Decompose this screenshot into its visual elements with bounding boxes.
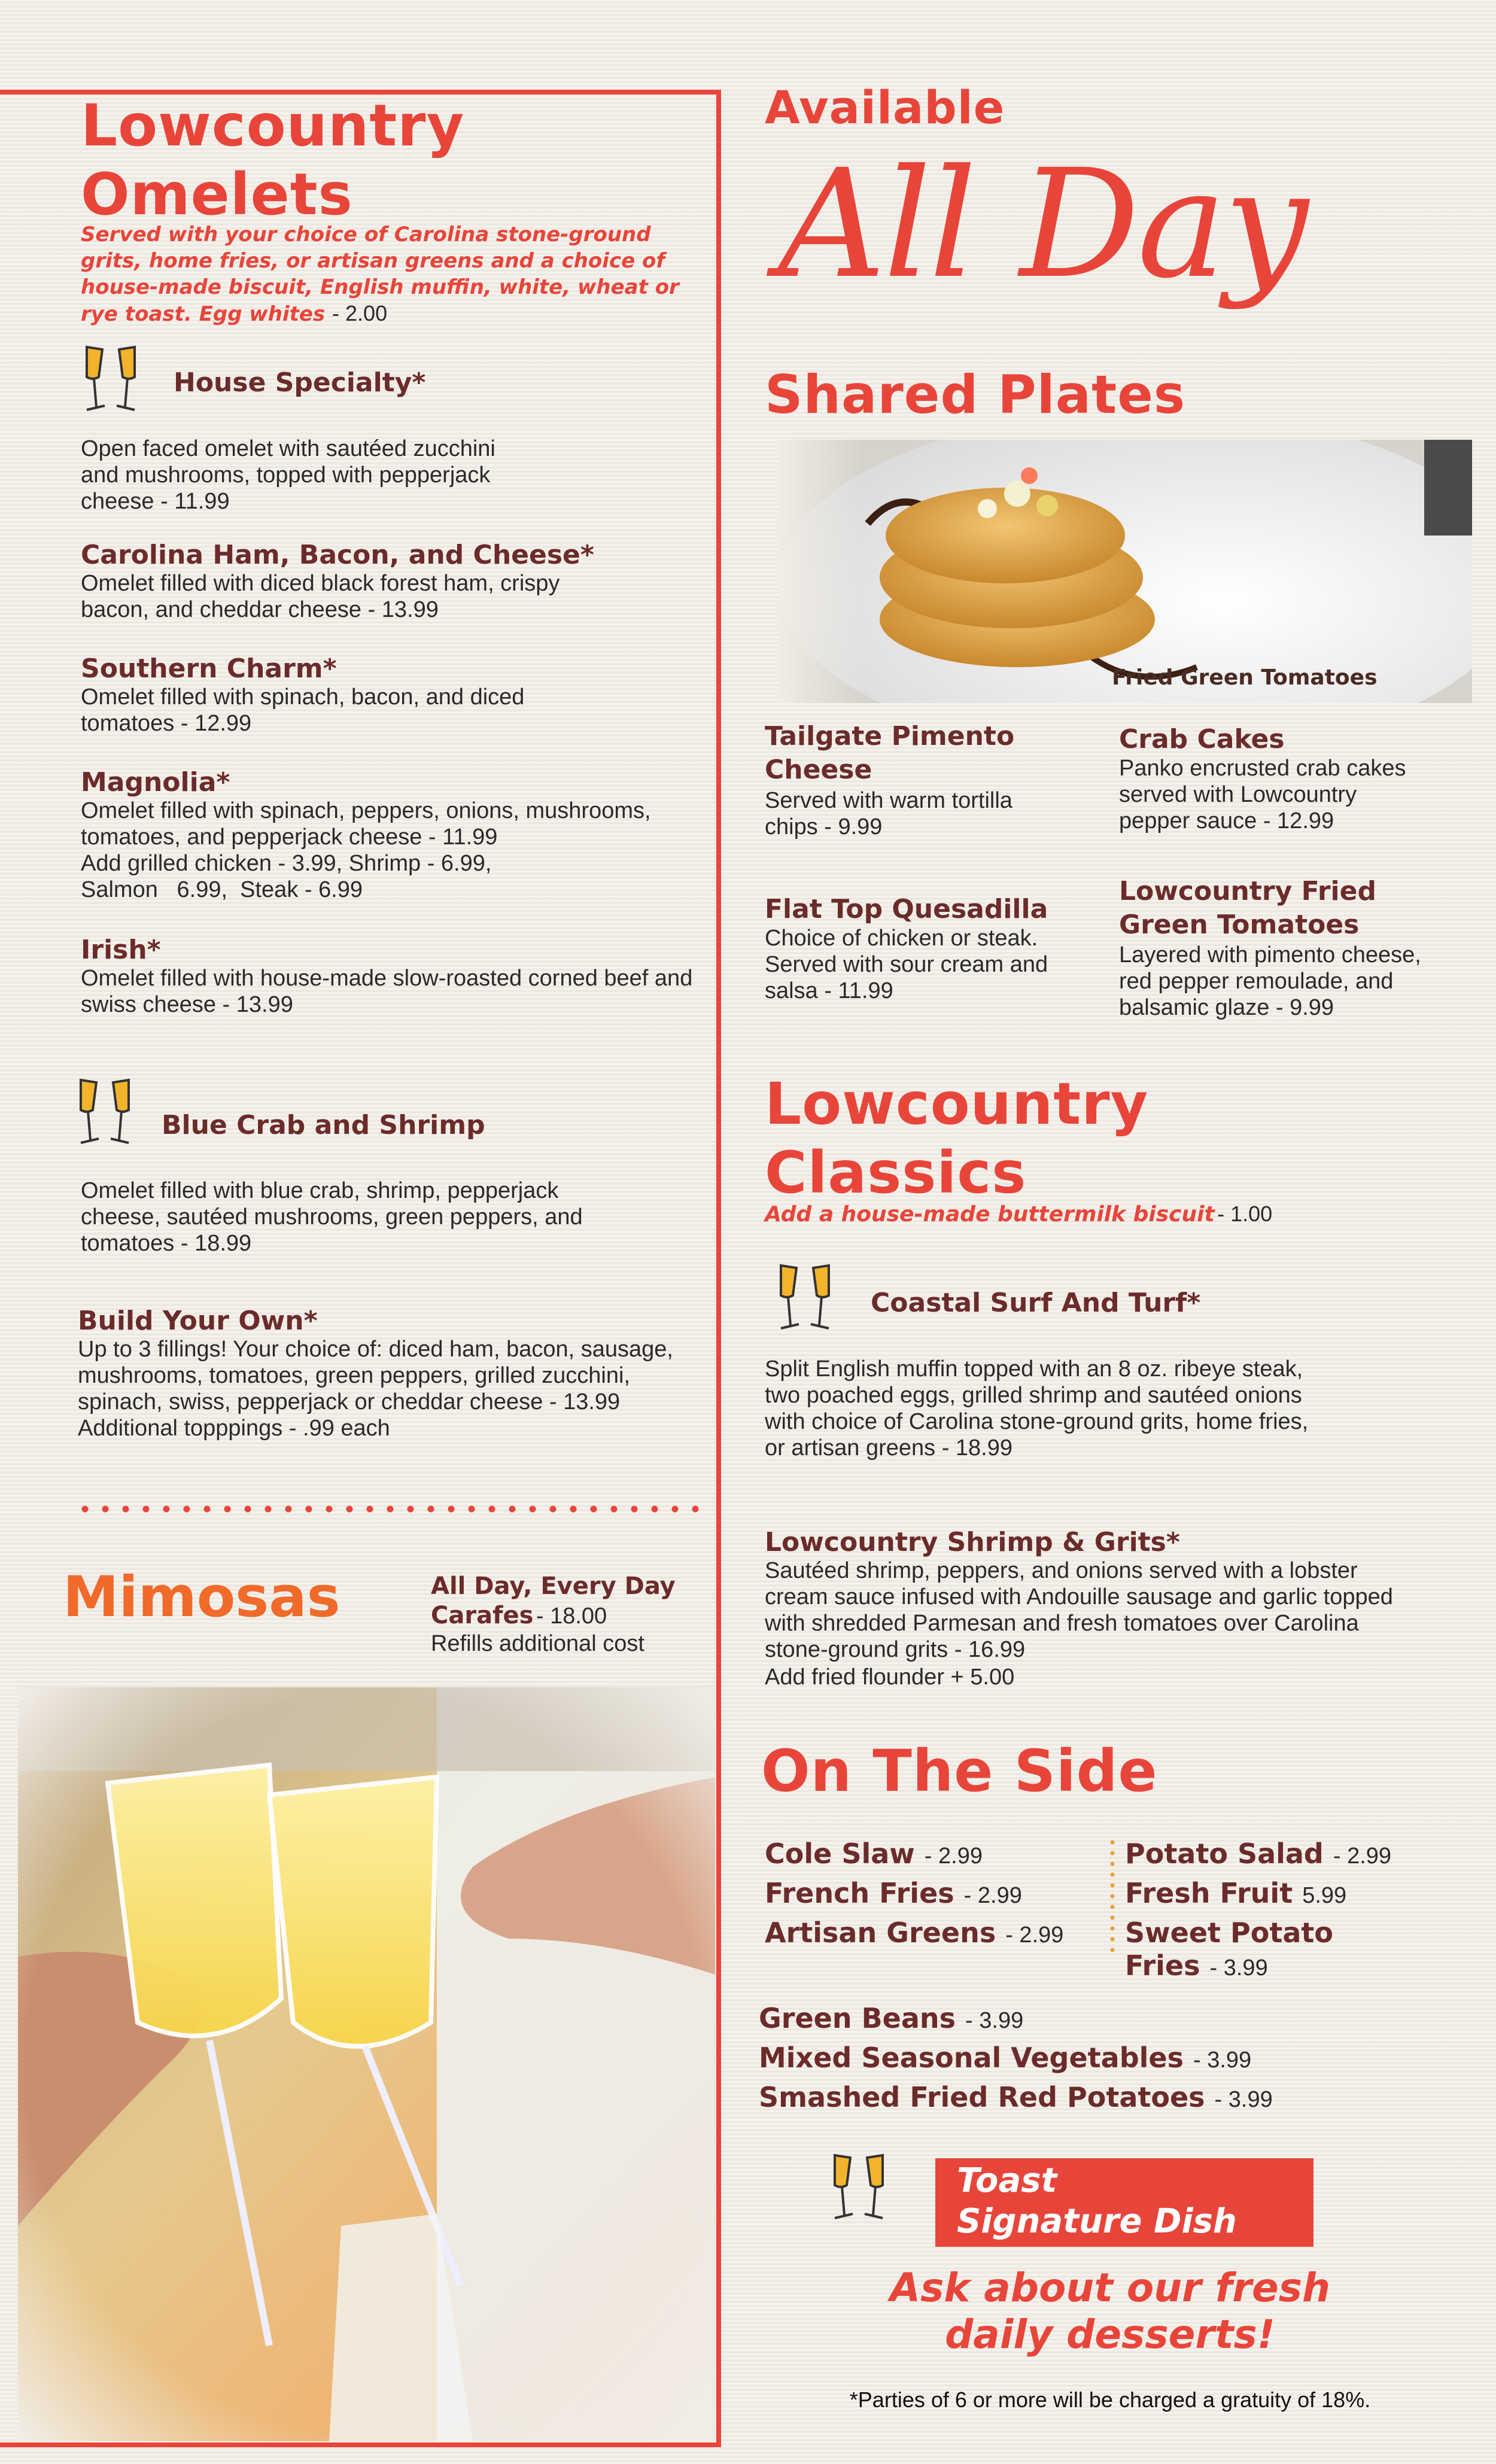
- mimosas-title: Mimosas: [63, 1565, 340, 1630]
- side-item: [1125, 1873, 1346, 1915]
- mimosas-line1: All Day, Every Day: [431, 1572, 676, 1600]
- item-title-irish: Irish*: [81, 935, 161, 965]
- sides-dotted-divider: [1110, 1837, 1115, 1957]
- signature-dish-legend: [935, 2158, 1313, 2247]
- mimosas-carafes-label: Carafes: [431, 1602, 534, 1629]
- side-name: Green Beans: [759, 2002, 956, 2034]
- sides-title: On The Side: [761, 1738, 1158, 1805]
- item-title-flat-top-quesadilla: Flat Top Quesadilla: [765, 894, 1048, 924]
- champagne-glasses-icon: [69, 1074, 141, 1152]
- item-title-coastal-surf-turf: Coastal Surf And Turf*: [871, 1288, 1201, 1318]
- side-item: [765, 1834, 983, 1876]
- side-name: Fries: [1125, 1949, 1200, 1982]
- item-title-carolina-ham: Carolina Ham, Bacon, and Cheese*: [81, 540, 594, 570]
- side-price: - 3.99: [1209, 1955, 1268, 1981]
- desserts-line1: Ask about our fresh: [889, 2265, 1331, 2311]
- classics-title-line1: Lowcountry: [765, 1070, 1149, 1137]
- side-name: Mixed Seasonal Vegetables: [759, 2042, 1184, 2074]
- classics-note-text: Add a house-made buttermilk biscuit: [765, 1202, 1215, 1227]
- omelets-intro-text: Served with your choice of Carolina stone-ground grits, home fries, or artisan greens and a choice of house-made biscuit, English muffin, white, wheat or rye toast. Egg whites: [81, 223, 679, 326]
- item-title-crab-cakes: Crab Cakes: [1119, 724, 1285, 755]
- item-desc-southern-charm: Omelet filled with spinach, bacon, and diced tomatoes - 12.99: [81, 685, 525, 736]
- side-name: Cole Slaw: [765, 1838, 915, 1870]
- item-desc-house-specialty: Open faced omelet with sautéed zucchini and mushrooms, topped with pepperjack cheese - 11.99: [81, 436, 495, 514]
- side-price: - 2.99: [1005, 1922, 1064, 1948]
- mimosas-line2: [431, 1601, 607, 1631]
- omelets-intro: [81, 221, 691, 327]
- classics-title-line2: Classics: [765, 1139, 1027, 1206]
- item-title-southern-charm: Southern Charm*: [81, 653, 337, 684]
- item-desc-magnolia-addon1: Add grilled chicken - 3.99, Shrimp - 6.99,: [81, 851, 492, 876]
- side-name: Artisan Greens: [765, 1917, 996, 1949]
- side-price: - 2.99: [963, 1883, 1022, 1908]
- mimosas-carafes-price: - 18.00: [536, 1604, 607, 1629]
- item-title-build-your-own: Build Your Own*: [78, 1306, 318, 1336]
- classics-note-price: - 1.00: [1217, 1201, 1273, 1226]
- item-desc-blue-crab: Omelet filled with blue crab, shrimp, pepperjack cheese, sautéed mushrooms, green peppers, and tomatoes - 18.99: [81, 1178, 583, 1256]
- fried-green-tomatoes-graphic: [778, 440, 1472, 703]
- side-name: Smashed Fried Red Potatoes: [759, 2081, 1205, 2113]
- item-desc-irish: Omelet filled with house-made slow-roasted corned beef and swiss cheese - 13.99: [81, 966, 693, 1017]
- item-desc-coastal-surf-turf: Split English muffin topped with an 8 oz. ribeye steak, two poached eggs, grilled shrimp and sautéed onions with choice of Carolina stone-ground grits, home fries, or artisan greens - 18.99: [765, 1356, 1309, 1461]
- omelets-title-line2: Omelets: [81, 161, 353, 228]
- legend-line1: Toast: [957, 2161, 1057, 2200]
- omelets-intro-price: - 2.00: [332, 301, 388, 326]
- mimosa-photo-graphic: [18, 1687, 715, 2441]
- gratuity-note: *Parties of 6 or more will be charged a gratuity of 18%.: [849, 2387, 1371, 2412]
- item-desc-lowcountry-fried-green-tomatoes: Layered with pimento cheese, red pepper remoulade, and balsamic glaze - 9.99: [1119, 942, 1421, 1020]
- side-item: [759, 2038, 1251, 2080]
- desserts-line2: daily desserts!: [945, 2311, 1275, 2357]
- available-label: Available: [765, 81, 1005, 134]
- shared-plates-title: Shared Plates: [765, 364, 1186, 425]
- side-price: - 3.99: [965, 2008, 1024, 2033]
- item-title-tailgate-pimento: Tailgate Pimento Cheese: [765, 721, 1015, 785]
- side-price: - 2.99: [1333, 1844, 1392, 1869]
- item-desc-build-your-own: Up to 3 fillings! Your choice of: diced ham, bacon, sausage, mushrooms, tomatoes, green peppers, grilled zucchini, spinach, swiss, pepperjack or cheddar cheese - 13.99 Additional topppings - .99 each: [78, 1337, 673, 1441]
- item-title-shrimp-grits: Lowcountry Shrimp & Grits*: [765, 1527, 1180, 1558]
- fried-green-tomatoes-photo: [778, 440, 1472, 703]
- dotted-divider: [75, 1505, 709, 1513]
- photo-caption: Fried Green Tomatoes: [1112, 665, 1378, 690]
- item-desc-tailgate-pimento: Served with warm tortilla chips - 9.99: [765, 788, 1012, 839]
- item-desc-shrimp-grits: Sautéed shrimp, peppers, and onions served with a lobster cream sauce infused with Andouille sausage and garlic topped with shredded Parmesan and fresh tomatoes over Carolina stone-ground grits - 16.99: [765, 1558, 1393, 1662]
- legend-line2: Signature Dish: [957, 2202, 1237, 2241]
- side-price: - 3.99: [1193, 2048, 1252, 2073]
- side-item: [759, 2077, 1273, 2119]
- item-desc-flat-top-quesadilla: Choice of chicken or steak. Served with sour cream and salsa - 11.99: [765, 926, 1048, 1003]
- side-item: [1125, 1946, 1268, 1988]
- item-title-magnolia: Magnolia*: [81, 767, 230, 798]
- champagne-glasses-icon: [75, 341, 147, 419]
- side-item: [765, 1913, 1063, 1955]
- side-name: Fresh Fruit: [1125, 1877, 1293, 1909]
- item-title-house-specialty: House Specialty*: [174, 367, 426, 398]
- champagne-glasses-icon: [769, 1260, 841, 1337]
- side-name: French Fries: [765, 1877, 954, 1909]
- side-price: - 2.99: [924, 1844, 983, 1869]
- item-desc-magnolia-addon2: Salmon 6.99, Steak - 6.99: [81, 877, 363, 902]
- omelets-title-line1: Lowcountry: [81, 92, 465, 159]
- side-price: 5.99: [1302, 1883, 1347, 1908]
- item-desc-crab-cakes: Panko encrusted crab cakes served with Lowcountry pepper sauce - 12.99: [1119, 756, 1406, 833]
- item-desc-magnolia: Omelet filled with spinach, peppers, onions, mushrooms, tomatoes, and pepperjack cheese - 11.99: [81, 798, 651, 850]
- item-desc-carolina-ham: Omelet filled with diced black forest ham, crispy bacon, and cheddar cheese - 13.99: [81, 571, 560, 622]
- side-item: [765, 1873, 1022, 1915]
- item-desc-shrimp-grits-addon: Add fried flounder + 5.00: [765, 1665, 1015, 1690]
- champagne-glasses-icon: [823, 2149, 895, 2227]
- side-name: Sweet Potato: [1125, 1917, 1333, 1949]
- item-title-lowcountry-fried-green-tomatoes: Lowcountry Fried Green Tomatoes: [1119, 876, 1376, 940]
- all-day-script: All Day: [778, 137, 1306, 311]
- mimosa-toast-photo: [18, 1687, 715, 2441]
- side-name: Potato Salad: [1125, 1838, 1324, 1870]
- classics-note: [765, 1201, 1272, 1227]
- mimosas-line3: Refills additional cost: [431, 1631, 644, 1656]
- item-title-blue-crab: Blue Crab and Shrimp: [162, 1110, 485, 1140]
- side-price: - 3.99: [1214, 2087, 1273, 2112]
- side-item: [759, 1998, 1023, 2040]
- side-item: [1125, 1834, 1391, 1876]
